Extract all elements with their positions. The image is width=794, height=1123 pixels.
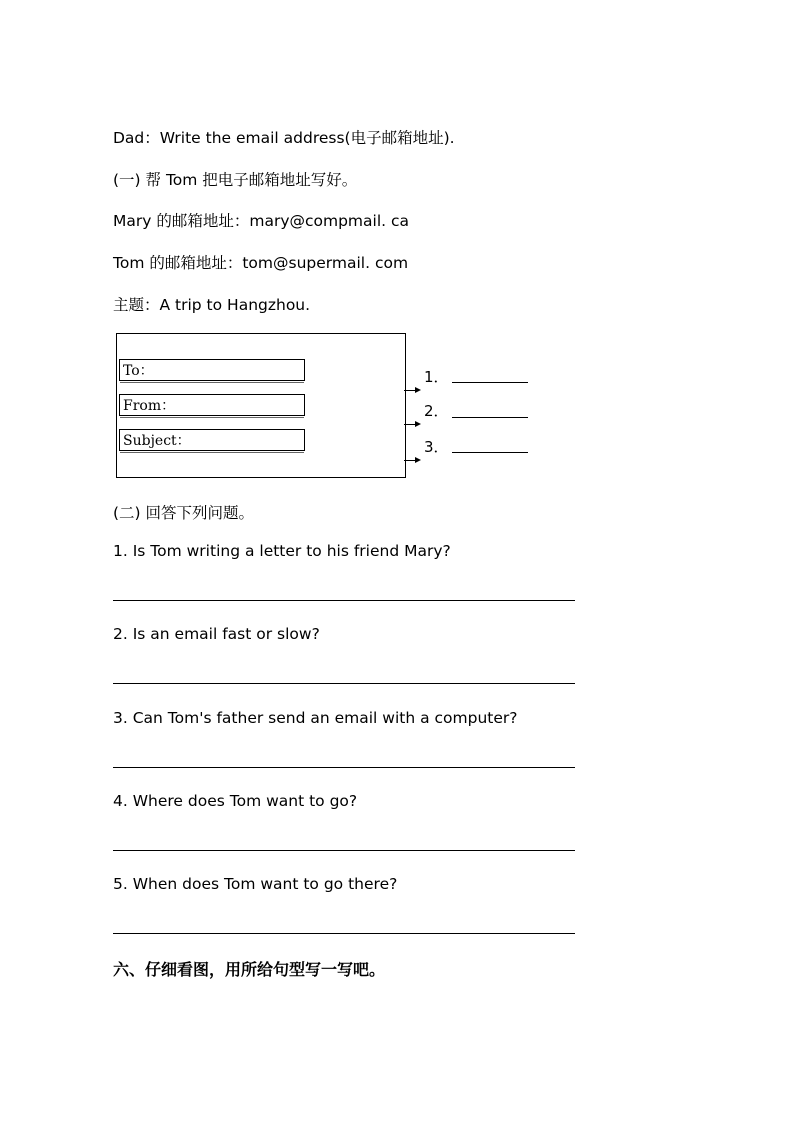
question-3: 3. Can Tom's father send an email with a computer?: [113, 709, 518, 727]
blank-row-1: [404, 366, 449, 386]
question-5: 5. When does Tom want to go there?: [113, 875, 398, 893]
answer-line-2[interactable]: [113, 683, 575, 684]
answer-line-4[interactable]: [113, 850, 575, 851]
question-2: 2. Is an email fast or slow?: [113, 625, 320, 643]
blank-number: 1．: [424, 368, 449, 386]
answer-blank-3[interactable]: [452, 452, 528, 453]
answer-blank-2[interactable]: [452, 417, 528, 418]
blank-number: 3．: [424, 438, 449, 456]
blank-row-2: [404, 400, 449, 420]
answer-line-1[interactable]: [113, 600, 575, 601]
part1-title: (一) 帮 Tom 把电子邮箱地址写好。: [113, 171, 358, 189]
section6-heading: 六、仔细看图，用所给句型写一写吧。: [113, 960, 386, 979]
question-1: 1. Is Tom writing a letter to his friend Mary?: [113, 542, 451, 560]
blank-row-3: [404, 436, 449, 456]
mary-email-line: Mary 的邮箱地址：mary@compmail. ca: [113, 212, 410, 230]
answer-blank-1[interactable]: [452, 382, 528, 383]
to-field: To：: [119, 359, 305, 381]
email-form-figure: [116, 333, 406, 478]
answer-line-3[interactable]: [113, 767, 575, 768]
tom-email-line: Tom 的邮箱地址：tom@supermail. com: [113, 254, 409, 272]
from-field: From：: [119, 394, 305, 416]
question-4: 4. Where does Tom want to go?: [113, 792, 358, 810]
blank-number: 2．: [424, 402, 449, 420]
subject-field: Subject：: [119, 429, 305, 451]
part2-title: (二) 回答下列问题。: [113, 504, 255, 522]
subject-line: 主题：A trip to Hangzhou.: [113, 296, 311, 314]
dad-instruction: Dad：Write the email address(电子邮箱地址).: [113, 129, 455, 147]
answer-line-5[interactable]: [113, 933, 575, 934]
